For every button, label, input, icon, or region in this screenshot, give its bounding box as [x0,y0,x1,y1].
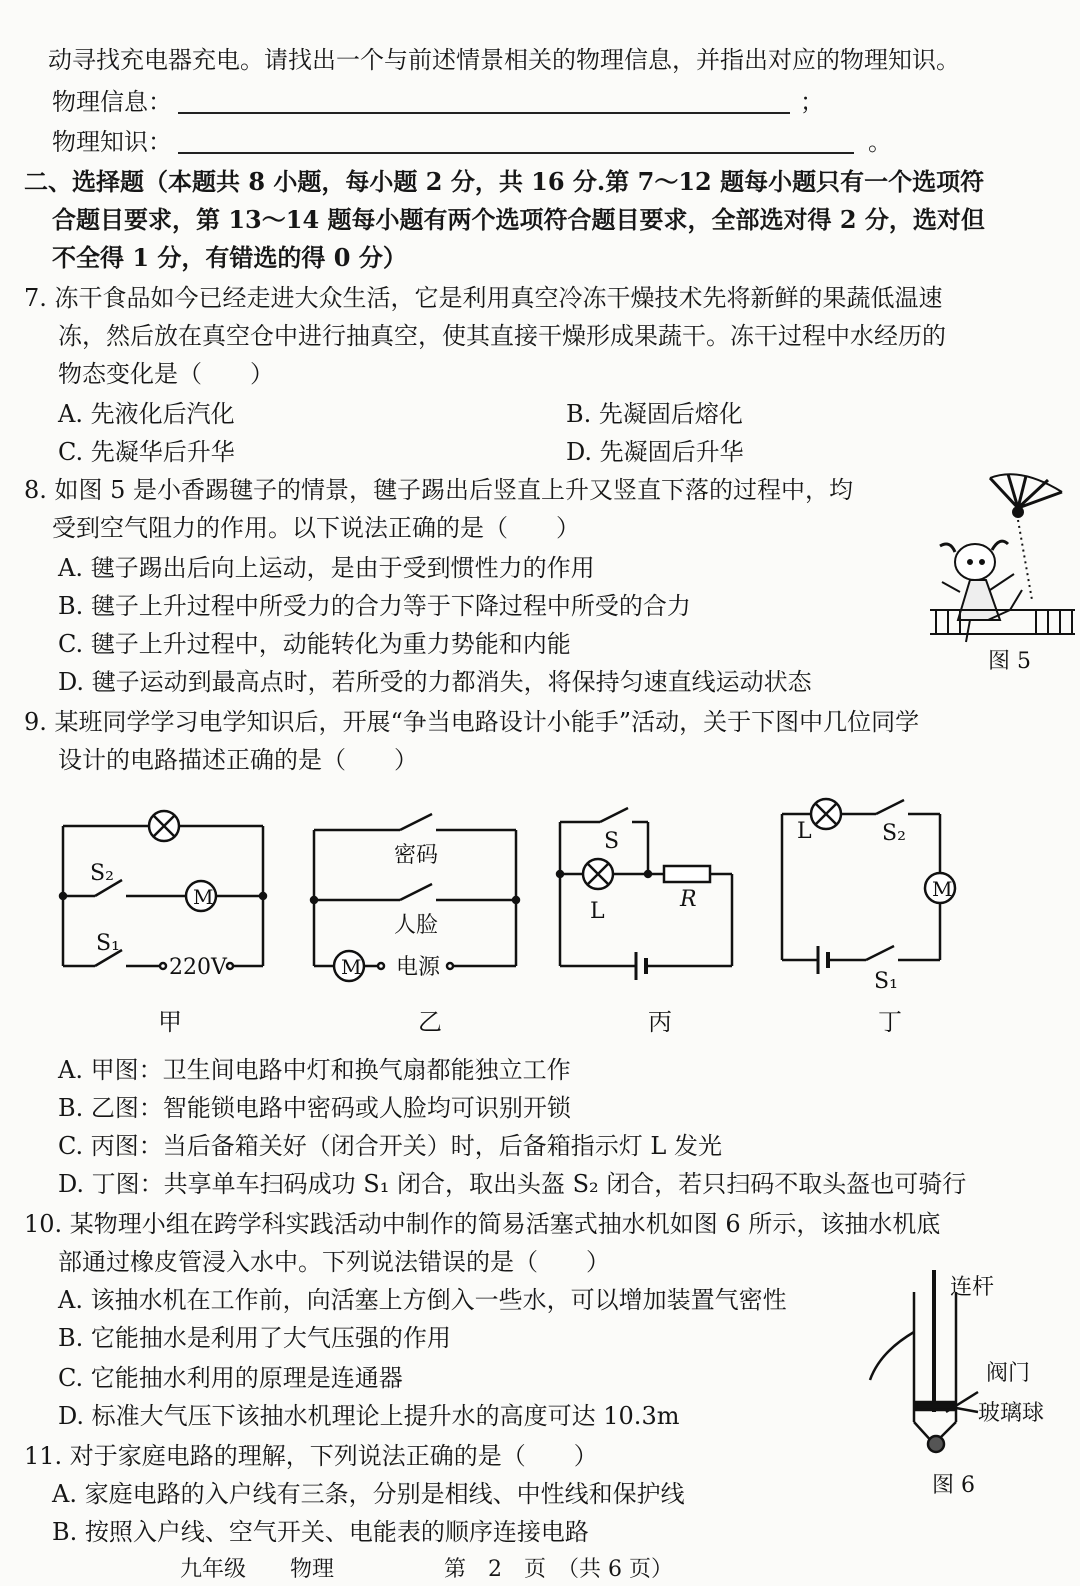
jia-s2-label: S₂ [90,861,114,886]
yi-password-label: 密码 [394,843,439,868]
question-10-option-a: A. 该抽水机在工作前，向活塞上方倒入一些水，可以增加装置气密性 [58,1286,787,1314]
question-8-stem: 8. 如图 5 是小香踢毽子的情景，毽子踢出后竖直上升又竖直下落的过程中，均 [24,476,854,504]
bing-s-label: S [604,829,620,854]
ding-l-label: L [797,819,812,844]
physics-knowledge-blank [178,152,854,154]
jia-s1-label: S₁ [96,931,120,956]
question-10-option-c: C. 它能抽水利用的原理是连通器 [58,1364,403,1392]
physics-info-label: 物理信息： [52,88,172,116]
question-10-stem: 10. 某物理小组在跨学科实践活动中制作的简易活塞式抽水机如图 6 所示，该抽水机底 [24,1210,941,1238]
jia-motor-label: M [193,885,214,909]
figure-5-caption: 图 5 [988,649,1031,674]
ding-s1-label: S₁ [874,969,898,994]
section-title-line: 二、选择题（本题共 8 小题，每小题 2 分，共 16 分.第 7～12 题每小题只有一个选项符 [24,167,985,196]
question-7-stem: 冻，然后放在真空仓中进行抽真空，使其直接干燥形成果蔬干。冻干过程中水经历的 [58,322,946,350]
question-11-stem: 11. 对于家庭电路的理解，下列说法正确的是（ ） [24,1442,598,1470]
bing-r-label: R [680,887,697,912]
jia-source-label: 220V [169,955,227,980]
circuit-jia-caption: 甲 [158,1008,182,1036]
question-10-option-b: B. 它能抽水是利用了大气压强的作用 [58,1324,451,1352]
question-8-option-b: B. 毽子上升过程中所受力的合力等于下降过程中所受的合力 [58,592,691,620]
question-8-option-a: A. 毽子踢出后向上运动，是由于受到惯性力的作用 [58,554,595,582]
figure-6-valve-label: 阀门 [986,1361,1031,1386]
question-9-option-a: A. 甲图：卫生间电路中灯和换气扇都能独立工作 [58,1056,571,1084]
figure-6-rod-label: 连杆 [950,1275,995,1300]
question-10-option-d: D. 标准大气压下该抽水机理论上提升水的高度可达 10.3m [58,1402,680,1430]
intro-line: 动寻找充电器充电。请找出一个与前述情景相关的物理信息，并指出对应的物理知识。 [48,46,960,74]
circuit-yi-caption: 乙 [418,1008,442,1036]
circuit-diagrams [0,790,1080,1040]
question-7-option-c: C. 先凝华后升华 [58,438,235,466]
section-title-line: 不全得 1 分，有错选的得 0 分） [52,243,407,272]
physics-info-blank [178,112,790,114]
question-11-option-b: B. 按照入户线、空气开关、电能表的顺序连接电路 [52,1518,589,1546]
circuit-ding-caption: 丁 [878,1008,902,1036]
question-8-option-c: C. 毽子上升过程中，动能转化为重力势能和内能 [58,630,571,658]
question-7-stem: 物态变化是（ ） [58,360,274,388]
figure-6-caption: 图 6 [932,1473,975,1498]
ding-s2-label: S₂ [882,821,906,846]
question-9-stem: 设计的电路描述正确的是（ ） [58,746,418,774]
question-7-option-b: B. 先凝固后熔化 [566,400,743,428]
ding-motor-label: M [932,877,953,901]
circuit-bing-caption: 丙 [648,1008,672,1036]
yi-motor-label: M [341,955,362,979]
question-9-option-d: D. 丁图：共享单车扫码成功 S₁ 闭合，取出头盔 S₂ 闭合，若只扫码不取头盔也可骑行 [58,1170,967,1198]
question-8-option-d: D. 毽子运动到最高点时，若所受的力都消失，将保持匀速直线运动状态 [58,668,812,696]
circuit-bing [557,808,732,980]
bing-l-label: L [590,899,605,924]
circuit-jia [60,811,266,969]
yi-face-label: 人脸 [394,913,439,938]
question-10-stem: 部通过橡皮管浸入水中。下列说法错误的是（ ） [58,1248,610,1276]
question-9-option-c: C. 丙图：当后备箱关好（闭合开关）时，后备箱指示灯 L 发光 [58,1132,722,1160]
physics-info-end: ； [800,88,824,116]
question-7-stem: 7. 冻干食品如今已经走进大众生活，它是利用真空冷冻干燥技术先将新鲜的果蔬低温速 [24,284,943,312]
physics-knowledge-label: 物理知识： [52,128,172,156]
question-9-stem: 9. 某班同学学习电学知识后，开展“争当电路设计小能手”活动，关于下图中几位同学 [24,708,920,736]
question-7-option-a: A. 先液化后汽化 [58,400,235,428]
question-8-stem: 受到空气阻力的作用。以下说法正确的是（ ） [52,514,580,542]
figure-6-ball-label: 玻璃球 [978,1401,1045,1426]
question-9-option-b: B. 乙图：智能锁电路中密码或人脸均可识别开锁 [58,1094,571,1122]
page-footer: 九年级 物理 第 2 页 （共 6 页） [180,1557,673,1582]
question-11-option-a: A. 家庭电路的入户线有三条，分别是相线、中性线和保护线 [52,1480,685,1508]
section-title-line: 合题目要求，第 13～14 题每小题有两个选项符合题目要求，全部选对得 2 分，选对但 [52,205,985,234]
yi-source-label: 电源 [396,955,441,980]
question-7-option-d: D. 先凝固后升华 [566,438,744,466]
physics-knowledge-end: 。 [868,128,892,156]
figure-5-illustration [930,470,1075,675]
figure-6-pump [860,1262,1070,1502]
